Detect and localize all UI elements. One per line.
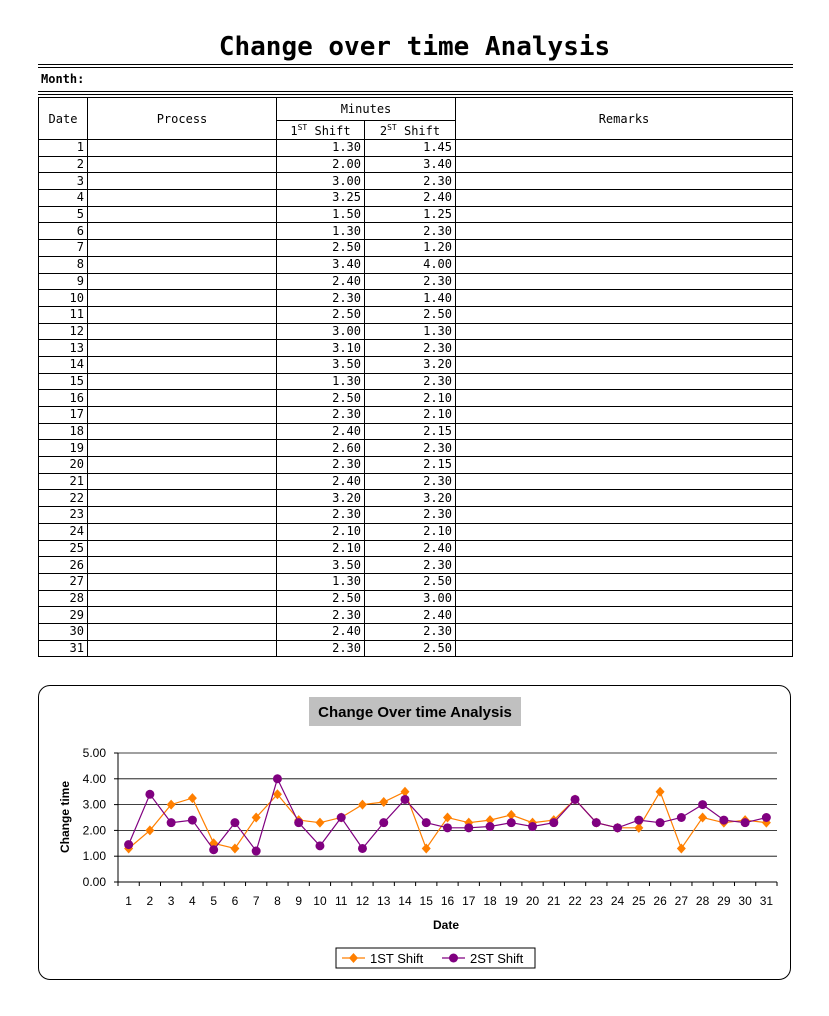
cell-date: 17: [39, 407, 88, 424]
data-point-series-2: [273, 774, 282, 783]
cell-process: [88, 557, 277, 574]
cell-shift-1: 3.50: [277, 557, 365, 574]
cell-shift-1: 1.50: [277, 206, 365, 223]
cell-shift-1: 2.40: [277, 273, 365, 290]
table-row: [39, 390, 793, 407]
cell-remarks: [456, 473, 793, 490]
title-divider-top: [38, 64, 793, 65]
y-tick-label: 0.00: [82, 875, 106, 889]
data-point-series-2: [379, 818, 388, 827]
cell-date: 23: [39, 507, 88, 524]
cell-shift-1: 2.40: [277, 423, 365, 440]
cell-shift-2: 1.40: [365, 290, 456, 307]
changeover-table: [38, 97, 793, 657]
header-shift-2: 2ST Shift: [365, 121, 456, 140]
header-minutes: Minutes: [277, 98, 456, 121]
cell-shift-2: 3.20: [365, 356, 456, 373]
cell-shift-1: 3.20: [277, 490, 365, 507]
cell-process: [88, 590, 277, 607]
cell-remarks: [456, 623, 793, 640]
data-point-series-2: [337, 813, 346, 822]
cell-process: [88, 223, 277, 240]
cell-process: [88, 356, 277, 373]
x-tick-label: 3: [167, 894, 175, 908]
table-row: [39, 206, 793, 223]
x-tick-label: 18: [483, 894, 497, 908]
x-tick-label: 1: [125, 894, 132, 908]
x-tick-label: 7: [252, 894, 260, 908]
cell-remarks: [456, 356, 793, 373]
cell-process: [88, 256, 277, 273]
table-row: [39, 356, 793, 373]
cell-process: [88, 290, 277, 307]
cell-remarks: [456, 540, 793, 557]
table-row: [39, 557, 793, 574]
y-tick-label: 3.00: [82, 797, 106, 812]
cell-shift-2: 2.30: [365, 173, 456, 190]
month-divider-bottom: [38, 94, 793, 95]
cell-shift-2: 1.30: [365, 323, 456, 340]
cell-shift-1: 1.30: [277, 573, 365, 590]
cell-shift-2: 2.30: [365, 507, 456, 524]
x-tick-label: 2: [146, 894, 154, 908]
x-tick-label: 27: [674, 894, 689, 908]
data-point-series-2: [677, 813, 686, 822]
cell-shift-1: 2.30: [277, 457, 365, 474]
table-row: [39, 457, 793, 474]
data-point-series-1: [656, 787, 665, 797]
cell-remarks: [456, 256, 793, 273]
cell-remarks: [456, 240, 793, 257]
data-point-series-2: [443, 823, 452, 832]
cell-remarks: [456, 423, 793, 440]
cell-date: 31: [39, 640, 88, 657]
cell-shift-1: 2.10: [277, 523, 365, 540]
cell-shift-1: 1.30: [277, 140, 365, 157]
table-row: [39, 340, 793, 357]
cell-date: 3: [39, 173, 88, 190]
cell-shift-1: 1.30: [277, 223, 365, 240]
x-tick-label: 16: [440, 894, 455, 908]
cell-remarks: [456, 140, 793, 157]
cell-date: 24: [39, 523, 88, 540]
cell-remarks: [456, 557, 793, 574]
cell-shift-2: 2.30: [365, 373, 456, 390]
cell-remarks: [456, 173, 793, 190]
x-tick-label: 28: [695, 894, 710, 908]
cell-shift-2: 2.30: [365, 340, 456, 357]
data-point-series-2: [252, 847, 261, 856]
cell-shift-1: 2.50: [277, 240, 365, 257]
cell-remarks: [456, 640, 793, 657]
month-divider-top: [38, 91, 793, 92]
table-row: [39, 623, 793, 640]
data-point-series-2: [762, 813, 771, 822]
x-tick-label: 19: [504, 894, 518, 908]
x-tick-label: 6: [231, 894, 239, 908]
x-tick-label: 21: [547, 894, 561, 908]
cell-shift-1: 2.40: [277, 473, 365, 490]
data-point-series-2: [634, 816, 643, 825]
cell-shift-1: 2.30: [277, 507, 365, 524]
cell-shift-1: 2.30: [277, 640, 365, 657]
cell-process: [88, 423, 277, 440]
x-tick-label: 9: [295, 894, 303, 908]
header-shift-1: 1ST Shift: [277, 121, 365, 140]
data-point-series-2: [188, 816, 197, 825]
cell-shift-1: 2.30: [277, 290, 365, 307]
x-axis-label: Date: [432, 918, 460, 932]
cell-shift-2: 1.20: [365, 240, 456, 257]
x-tick-label: 25: [632, 894, 646, 908]
table-row: [39, 373, 793, 390]
cell-process: [88, 623, 277, 640]
cell-date: 8: [39, 256, 88, 273]
data-point-series-1: [422, 843, 431, 853]
cell-remarks: [456, 507, 793, 524]
data-point-series-2: [741, 818, 750, 827]
x-tick-label: 17: [462, 894, 476, 908]
x-tick-label: 31: [759, 894, 774, 908]
header-process: Process: [88, 98, 277, 140]
cell-remarks: [456, 156, 793, 173]
cell-shift-1: 3.00: [277, 173, 365, 190]
chart-panel: [38, 685, 791, 980]
cell-process: [88, 173, 277, 190]
cell-shift-2: 2.30: [365, 557, 456, 574]
table-row: [39, 273, 793, 290]
table-row: [39, 607, 793, 624]
legend-label-2: 2ST Shift: [470, 951, 524, 966]
data-point-series-2: [422, 818, 431, 827]
table-row: [39, 523, 793, 540]
cell-shift-1: 3.25: [277, 190, 365, 207]
cell-shift-2: 2.50: [365, 640, 456, 657]
cell-shift-1: 2.00: [277, 156, 365, 173]
cell-shift-2: 2.30: [365, 623, 456, 640]
cell-process: [88, 473, 277, 490]
cell-remarks: [456, 223, 793, 240]
table-row: [39, 440, 793, 457]
cell-remarks: [456, 457, 793, 474]
cell-remarks: [456, 290, 793, 307]
legend-marker-2: [449, 954, 458, 963]
data-point-series-2: [358, 844, 367, 853]
x-tick-label: 22: [568, 894, 582, 908]
cell-remarks: [456, 373, 793, 390]
table-row: [39, 507, 793, 524]
table-row: [39, 190, 793, 207]
table-row: [39, 290, 793, 307]
data-point-series-2: [592, 818, 601, 827]
cell-date: 4: [39, 190, 88, 207]
line-chart: [39, 686, 790, 979]
month-label: Month:: [41, 72, 85, 86]
cell-date: 13: [39, 340, 88, 357]
cell-shift-1: 2.30: [277, 407, 365, 424]
cell-remarks: [456, 390, 793, 407]
cell-date: 5: [39, 206, 88, 223]
table-row: [39, 540, 793, 557]
cell-date: 10: [39, 290, 88, 307]
cell-process: [88, 323, 277, 340]
cell-shift-2: 2.10: [365, 390, 456, 407]
cell-shift-2: 1.25: [365, 206, 456, 223]
x-tick-label: 15: [419, 894, 433, 908]
data-point-series-2: [698, 800, 707, 809]
cell-shift-1: 3.40: [277, 256, 365, 273]
data-point-series-2: [167, 818, 176, 827]
legend-label-1: 1ST Shift: [370, 951, 424, 966]
cell-date: 19: [39, 440, 88, 457]
cell-date: 30: [39, 623, 88, 640]
cell-process: [88, 190, 277, 207]
table-row: [39, 473, 793, 490]
cell-date: 27: [39, 573, 88, 590]
x-tick-label: 8: [274, 894, 281, 908]
cell-process: [88, 340, 277, 357]
header-remarks: Remarks: [456, 98, 793, 140]
x-tick-label: 4: [189, 894, 196, 908]
cell-shift-2: 2.40: [365, 540, 456, 557]
cell-process: [88, 573, 277, 590]
title-divider-bottom: [38, 67, 793, 68]
cell-date: 16: [39, 390, 88, 407]
table-row: [39, 407, 793, 424]
data-point-series-2: [528, 822, 537, 831]
data-point-series-2: [549, 818, 558, 827]
x-tick-label: 30: [738, 894, 752, 908]
cell-shift-2: 4.00: [365, 256, 456, 273]
data-point-series-2: [719, 816, 728, 825]
x-tick-label: 26: [653, 894, 667, 908]
cell-process: [88, 140, 277, 157]
cell-process: [88, 440, 277, 457]
data-point-series-1: [443, 813, 452, 823]
cell-shift-2: 2.50: [365, 573, 456, 590]
x-tick-label: 10: [313, 894, 327, 908]
cell-shift-1: 2.30: [277, 607, 365, 624]
data-point-series-2: [294, 818, 303, 827]
table-row: [39, 256, 793, 273]
x-tick-label: 23: [589, 894, 603, 908]
data-point-series-2: [230, 818, 239, 827]
cell-shift-1: 1.30: [277, 373, 365, 390]
cell-remarks: [456, 306, 793, 323]
header-date: Date: [39, 98, 88, 140]
table-row: [39, 490, 793, 507]
table-row: [39, 323, 793, 340]
cell-process: [88, 373, 277, 390]
cell-date: 28: [39, 590, 88, 607]
cell-remarks: [456, 273, 793, 290]
data-point-series-2: [613, 823, 622, 832]
x-tick-label: 24: [610, 894, 625, 908]
table-row: [39, 590, 793, 607]
chart-title: Change Over time Analysis: [318, 704, 512, 721]
cell-date: 20: [39, 457, 88, 474]
cell-remarks: [456, 490, 793, 507]
table-row: [39, 173, 793, 190]
cell-shift-2: 3.40: [365, 156, 456, 173]
cell-remarks: [456, 607, 793, 624]
data-point-series-1: [188, 793, 197, 803]
cell-date: 6: [39, 223, 88, 240]
cell-process: [88, 523, 277, 540]
data-point-series-2: [124, 840, 133, 849]
cell-remarks: [456, 206, 793, 223]
cell-remarks: [456, 523, 793, 540]
cell-process: [88, 390, 277, 407]
cell-shift-2: 2.15: [365, 457, 456, 474]
cell-process: [88, 156, 277, 173]
cell-remarks: [456, 573, 793, 590]
y-tick-label: 5.00: [82, 746, 106, 760]
y-tick-label: 1.00: [82, 849, 106, 864]
cell-date: 18: [39, 423, 88, 440]
data-point-series-2: [400, 795, 409, 804]
cell-shift-2: 2.30: [365, 223, 456, 240]
y-tick-label: 4.00: [82, 771, 106, 786]
data-point-series-2: [656, 818, 665, 827]
cell-remarks: [456, 323, 793, 340]
cell-shift-2: 2.40: [365, 190, 456, 207]
cell-shift-1: 3.50: [277, 356, 365, 373]
cell-remarks: [456, 440, 793, 457]
cell-shift-2: 2.50: [365, 306, 456, 323]
cell-process: [88, 206, 277, 223]
cell-date: 29: [39, 607, 88, 624]
x-tick-label: 11: [334, 894, 348, 908]
cell-shift-1: 3.00: [277, 323, 365, 340]
cell-shift-2: 2.40: [365, 607, 456, 624]
cell-shift-2: 2.10: [365, 407, 456, 424]
table-row: [39, 223, 793, 240]
x-tick-label: 12: [355, 894, 370, 908]
table-row: [39, 306, 793, 323]
x-tick-label: 5: [210, 894, 218, 908]
cell-process: [88, 407, 277, 424]
data-point-series-2: [315, 841, 324, 850]
cell-date: 11: [39, 306, 88, 323]
cell-shift-1: 2.50: [277, 306, 365, 323]
x-tick-label: 13: [377, 894, 391, 908]
cell-remarks: [456, 340, 793, 357]
cell-shift-1: 2.10: [277, 540, 365, 557]
cell-shift-2: 2.10: [365, 523, 456, 540]
cell-date: 2: [39, 156, 88, 173]
data-point-series-2: [507, 818, 516, 827]
cell-shift-2: 3.20: [365, 490, 456, 507]
data-point-series-1: [379, 797, 388, 807]
table-body: [39, 140, 793, 657]
cell-process: [88, 457, 277, 474]
cell-date: 21: [39, 473, 88, 490]
cell-shift-1: 2.50: [277, 590, 365, 607]
page-title: Change over time Analysis: [218, 32, 611, 62]
cell-shift-1: 3.10: [277, 340, 365, 357]
data-point-series-1: [677, 843, 686, 853]
cell-process: [88, 640, 277, 657]
table-row: [39, 640, 793, 657]
y-tick-label: 2.00: [82, 823, 106, 838]
cell-date: 15: [39, 373, 88, 390]
table-row: [39, 140, 793, 157]
data-point-series-1: [698, 813, 707, 823]
cell-date: 9: [39, 273, 88, 290]
data-point-series-2: [209, 845, 218, 854]
data-point-series-1: [315, 818, 324, 828]
y-axis-label: Change time: [58, 780, 72, 854]
cell-shift-2: 1.45: [365, 140, 456, 157]
cell-process: [88, 507, 277, 524]
table-row: [39, 156, 793, 173]
cell-remarks: [456, 407, 793, 424]
cell-process: [88, 273, 277, 290]
table-row: [39, 423, 793, 440]
table-row: [39, 240, 793, 257]
cell-shift-1: 2.60: [277, 440, 365, 457]
cell-process: [88, 490, 277, 507]
cell-shift-2: 2.30: [365, 273, 456, 290]
cell-shift-2: 2.30: [365, 440, 456, 457]
cell-shift-1: 2.40: [277, 623, 365, 640]
cell-process: [88, 540, 277, 557]
cell-shift-2: 2.15: [365, 423, 456, 440]
data-point-series-2: [486, 822, 495, 831]
cell-date: 1: [39, 140, 88, 157]
cell-date: 26: [39, 557, 88, 574]
data-point-series-1: [358, 800, 367, 810]
cell-shift-2: 2.30: [365, 473, 456, 490]
x-tick-label: 29: [717, 894, 731, 908]
data-point-series-2: [464, 823, 473, 832]
cell-date: 25: [39, 540, 88, 557]
cell-process: [88, 240, 277, 257]
table-row: [39, 573, 793, 590]
cell-shift-1: 2.50: [277, 390, 365, 407]
data-point-series-1: [230, 843, 239, 853]
data-point-series-2: [571, 795, 580, 804]
x-tick-label: 14: [398, 894, 412, 908]
cell-remarks: [456, 590, 793, 607]
cell-date: 22: [39, 490, 88, 507]
cell-process: [88, 607, 277, 624]
x-tick-label: 20: [525, 894, 540, 908]
data-point-series-2: [145, 790, 154, 799]
cell-shift-2: 3.00: [365, 590, 456, 607]
cell-date: 12: [39, 323, 88, 340]
cell-date: 14: [39, 356, 88, 373]
cell-remarks: [456, 190, 793, 207]
cell-date: 7: [39, 240, 88, 257]
cell-process: [88, 306, 277, 323]
